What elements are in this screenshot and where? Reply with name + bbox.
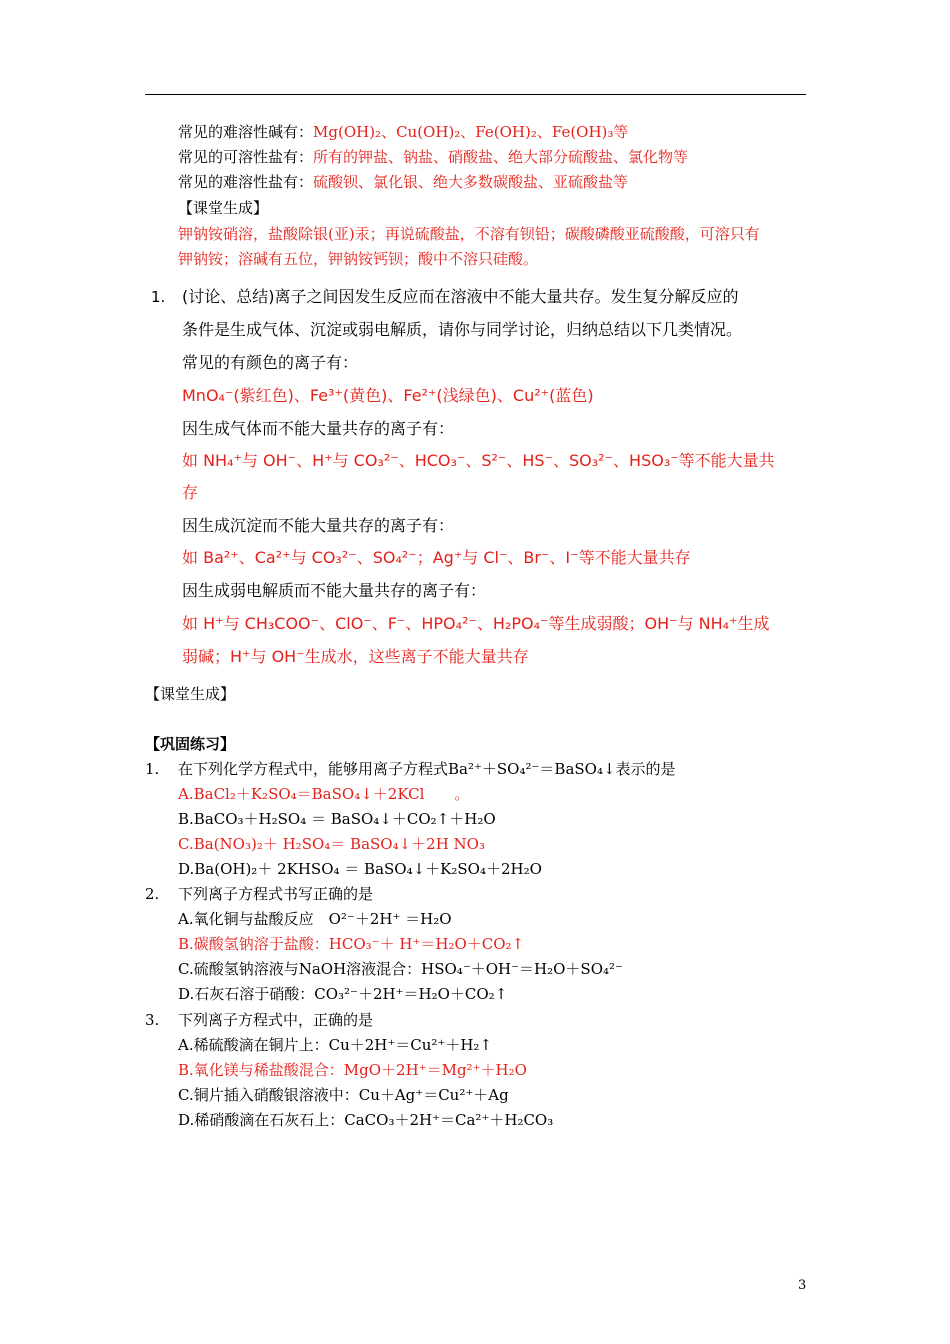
option-d: D.石灰石溶于硝酸：CO₃²⁻＋2H⁺＝H₂O＋CO₂↑ xyxy=(178,985,508,1003)
discussion-number: 1. xyxy=(151,288,166,306)
intro-value: Mg(OH)₂、Cu(OH)₂、Fe(OH)₂、Fe(OH)₃等 xyxy=(313,123,629,141)
weak-electrolyte-value-1: 如 H⁺与 CH₃COO⁻、ClO⁻、F⁻、HPO₄²⁻、H₂PO₄⁻等生成弱酸；OH⁻与 NH₄⁺生成 xyxy=(182,614,770,633)
gas-ions-value-1: 如 NH₄⁺与 OH⁻、H⁺与 CO₃²⁻、HCO₃⁻、S²⁻、HS⁻、SO₃²⁻、HSO₃⁻等不能大量共 xyxy=(182,451,775,470)
precipitate-ions-value: 如 Ba²⁺、Ca²⁺与 CO₃²⁻、SO₄²⁻；Ag⁺与 Cl⁻、Br⁻、I⁻等不能大量共存 xyxy=(182,548,691,567)
intro-value: 所有的钾盐、钠盐、硝酸盐、绝大部分硫酸盐、氯化物等 xyxy=(313,148,689,166)
option-d: D.稀硝酸滴在石灰石上：CaCO₃＋2H⁺＝Ca²⁺＋H₂CO₃ xyxy=(178,1111,554,1129)
intro-label: 常见的可溶性盐有： xyxy=(178,148,314,166)
solubility-rhyme-line-2: 钾钠铵；溶碱有五位，钾钠铵钙钡；酸中不溶只硅酸。 xyxy=(178,250,539,268)
question-number: 1. xyxy=(145,760,160,778)
option-a: A.稀硫酸滴在铜片上：Cu＋2H⁺＝Cu²⁺＋H₂↑ xyxy=(178,1036,493,1054)
option-c: C.铜片插入硝酸银溶液中：Cu＋Ag⁺＝Cu²⁺＋Ag xyxy=(178,1086,509,1104)
discussion-line-1: (讨论、总结)离子之间因发生反应而在溶液中不能大量共存。发生复分解反应的 xyxy=(182,287,739,306)
class-generation-title-2: 【课堂生成】 xyxy=(145,685,236,703)
practice-title: 【巩固练习】 xyxy=(145,735,236,753)
weak-electrolyte-label: 因生成弱电解质而不能大量共存的离子有： xyxy=(182,581,487,600)
page-number: 3 xyxy=(798,1278,807,1293)
colored-ions-value: MnO₄⁻(紫红色)、Fe³⁺(黄色)、Fe²⁺(浅绿色)、Cu²⁺(蓝色) xyxy=(182,386,594,405)
option-a: A.BaCl₂＋K₂SO₄＝BaSO₄↓＋2KCl 。 xyxy=(178,785,470,803)
option-b: B.氧化镁与稀盐酸混合：MgO＋2H⁺＝Mg²⁺＋H₂O xyxy=(178,1061,527,1079)
question-stem: 在下列化学方程式中，能够用离子方程式Ba²⁺＋SO₄²⁻＝BaSO₄↓表示的是 xyxy=(178,760,676,778)
option-c: C.硫酸氢钠溶液与NaOH溶液混合：HSO₄⁻＋OH⁻＝H₂O＋SO₄²⁻ xyxy=(178,960,623,978)
intro-label: 常见的难溶性盐有： xyxy=(178,173,314,191)
weak-electrolyte-value-2: 弱碱；H⁺与 OH⁻生成水，这些离子不能大量共存 xyxy=(182,647,529,666)
intro-value: 硫酸钡、氯化银、绝大多数碳酸盐、亚硫酸盐等 xyxy=(313,173,629,191)
class-generation-title: 【课堂生成】 xyxy=(178,199,269,217)
option-c: C.Ba(NO₃)₂＋ H₂SO₄＝ BaSO₄↓＋2H NO₃ xyxy=(178,835,485,853)
question-stem: 下列离子方程式书写正确的是 xyxy=(178,885,374,903)
option-a: A.氧化铜与盐酸反应 O²⁻＋2H⁺ ＝H₂O xyxy=(178,910,452,928)
gas-ions-value-2: 存 xyxy=(182,483,199,502)
intro-line-insoluble-salts xyxy=(178,172,628,192)
intro-label: 常见的难溶性碱有： xyxy=(178,123,314,141)
intro-line-bases xyxy=(178,122,628,142)
question-number: 2. xyxy=(145,885,160,903)
question-number: 3. xyxy=(145,1011,160,1029)
option-b: B.碳酸氢钠溶于盐酸：HCO₃⁻＋ H⁺＝H₂O＋CO₂↑ xyxy=(178,935,525,953)
gas-ions-label: 因生成气体而不能大量共存的离子有： xyxy=(182,419,455,438)
colored-ions-label: 常见的有颜色的离子有： xyxy=(182,353,359,372)
option-b: B.BaCO₃＋H₂SO₄ ＝ BaSO₄↓＋CO₂↑＋H₂O xyxy=(178,810,496,828)
intro-line-soluble-salts xyxy=(178,147,688,167)
precipitate-ions-label: 因生成沉淀而不能大量共存的离子有： xyxy=(182,516,455,535)
discussion-line-2: 条件是生成气体、沉淀或弱电解质，请你与同学讨论，归纳总结以下几类情况。 xyxy=(182,320,743,339)
question-stem: 下列离子方程式中，正确的是 xyxy=(178,1011,374,1029)
solubility-rhyme-line-1: 钾钠铵硝溶，盐酸除银(亚)汞；再说硫酸盐，不溶有钡铅；碳酸磷酸亚硫酸酸，可溶只有 xyxy=(178,225,760,243)
header-rule xyxy=(145,94,806,95)
option-d: D.Ba(OH)₂＋ 2KHSO₄ ＝ BaSO₄↓＋K₂SO₄＋2H₂O xyxy=(178,860,542,878)
